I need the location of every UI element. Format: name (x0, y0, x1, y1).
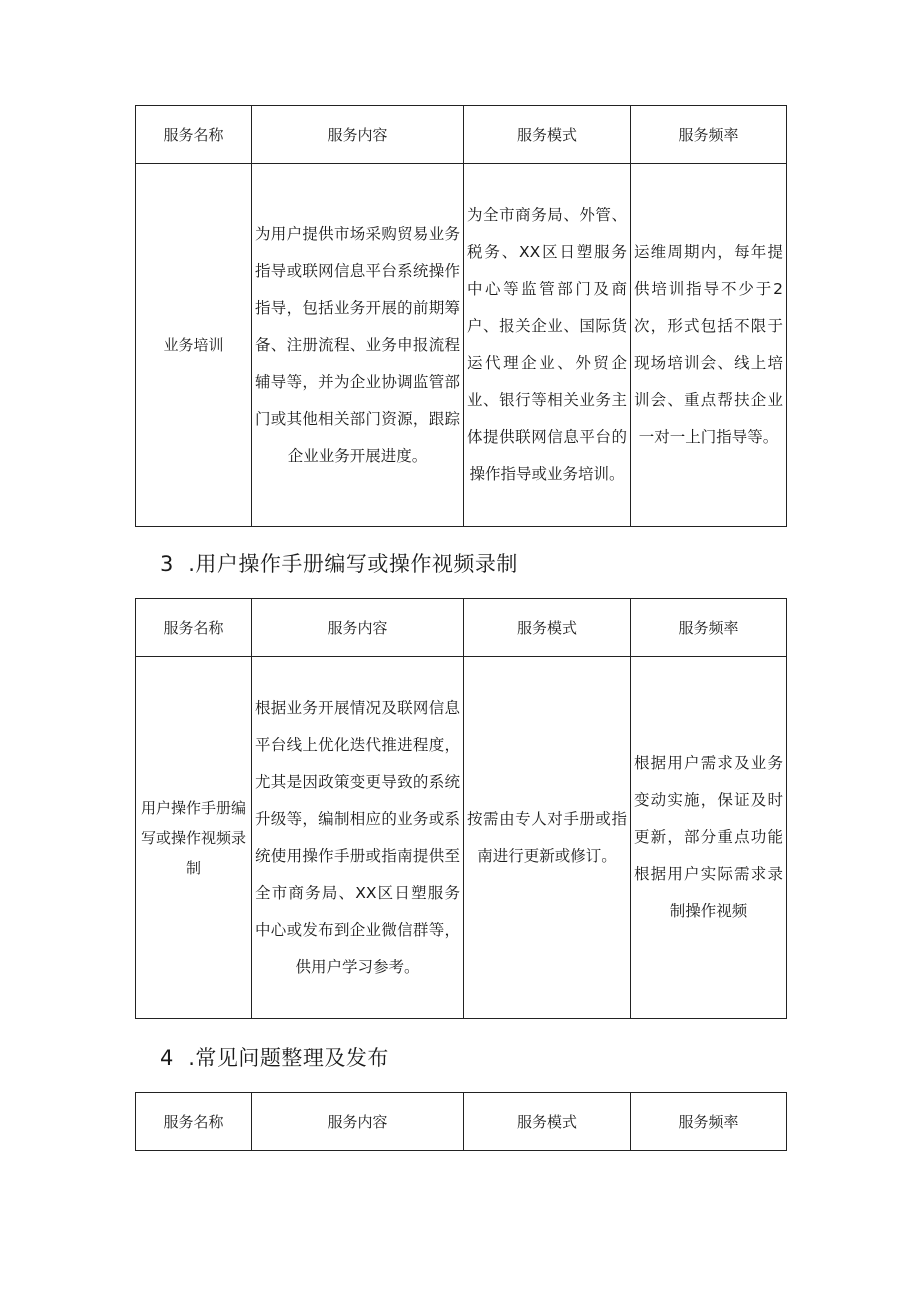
service-mode: 为全市商务局、外管、税务、XX区日塑服务中心等监管部门及商户、报关企业、国际货运代理企业、外贸企业、银行等相关业务主体提供联网信息平台的操作指导或业务培训。 (467, 206, 627, 483)
header-service-mode: 服务模式 (464, 1093, 631, 1151)
table-header-row (136, 599, 787, 657)
service-content-cell (252, 164, 464, 527)
service-frequency: 运维周期内，每年提供培训指导不少于2次，形式包括不限于现场培训会、线上培训会、重点帮扶企业一对一上门指导等。 (634, 243, 783, 446)
section-heading-4 (160, 1042, 389, 1072)
header-service-name: 服务名称 (136, 599, 252, 657)
header-service-content: 服务内容 (252, 106, 464, 164)
service-name: 用户操作手册编写或操作视频录制 (140, 798, 246, 877)
service-mode-cell (464, 164, 631, 527)
service-table-training (135, 105, 787, 527)
table-header-row (136, 106, 787, 164)
service-frequency: 根据用户需求及业务变动实施，保证及时更新，部分重点功能根据用户实际需求录制操作视频 (634, 754, 783, 920)
section-title: .常见问题整理及发布 (188, 1046, 389, 1070)
table-header-row (136, 1093, 787, 1151)
section-number: 4 (160, 1046, 174, 1070)
service-content: 为用户提供市场采购贸易业务指导或联网信息平台系统操作指导，包括业务开展的前期筹备、注册流程、业务申报流程辅导等，并为企业协调监管部门或其他相关部门资源，跟踪企业业务开展进度。 (255, 224, 460, 465)
service-name-cell (136, 164, 252, 527)
service-name: 业务培训 (163, 336, 224, 354)
header-service-frequency: 服务频率 (631, 599, 787, 657)
table-row (136, 164, 787, 527)
header-service-name: 服务名称 (136, 106, 252, 164)
service-mode: 按需由专人对手册或指南进行更新或修订。 (467, 809, 627, 865)
header-service-name: 服务名称 (136, 1093, 252, 1151)
service-table-manual (135, 598, 787, 1019)
section-title: .用户操作手册编写或操作视频录制 (188, 552, 518, 576)
header-service-content: 服务内容 (252, 1093, 464, 1151)
header-service-content: 服务内容 (252, 599, 464, 657)
service-content: 根据业务开展情况及联网信息平台线上优化迭代推进程度，尤其是因政策变更导致的系统升级等，编制相应的业务或系统使用操作手册或指南提供至全市商务局、XX区日塑服务中心或发布到企业微信群等，供用户学习参考。 (255, 698, 460, 976)
service-frequency-cell (631, 657, 787, 1019)
service-name-cell (136, 657, 252, 1019)
service-mode-cell (464, 657, 631, 1019)
table-row (136, 657, 787, 1019)
header-service-frequency: 服务频率 (631, 106, 787, 164)
service-content-cell (252, 657, 464, 1019)
service-table-faq (135, 1092, 787, 1151)
section-heading-3 (160, 548, 518, 578)
header-service-mode: 服务模式 (464, 106, 631, 164)
service-frequency-cell (631, 164, 787, 527)
header-service-mode: 服务模式 (464, 599, 631, 657)
section-number: 3 (160, 552, 174, 576)
header-service-frequency: 服务频率 (631, 1093, 787, 1151)
